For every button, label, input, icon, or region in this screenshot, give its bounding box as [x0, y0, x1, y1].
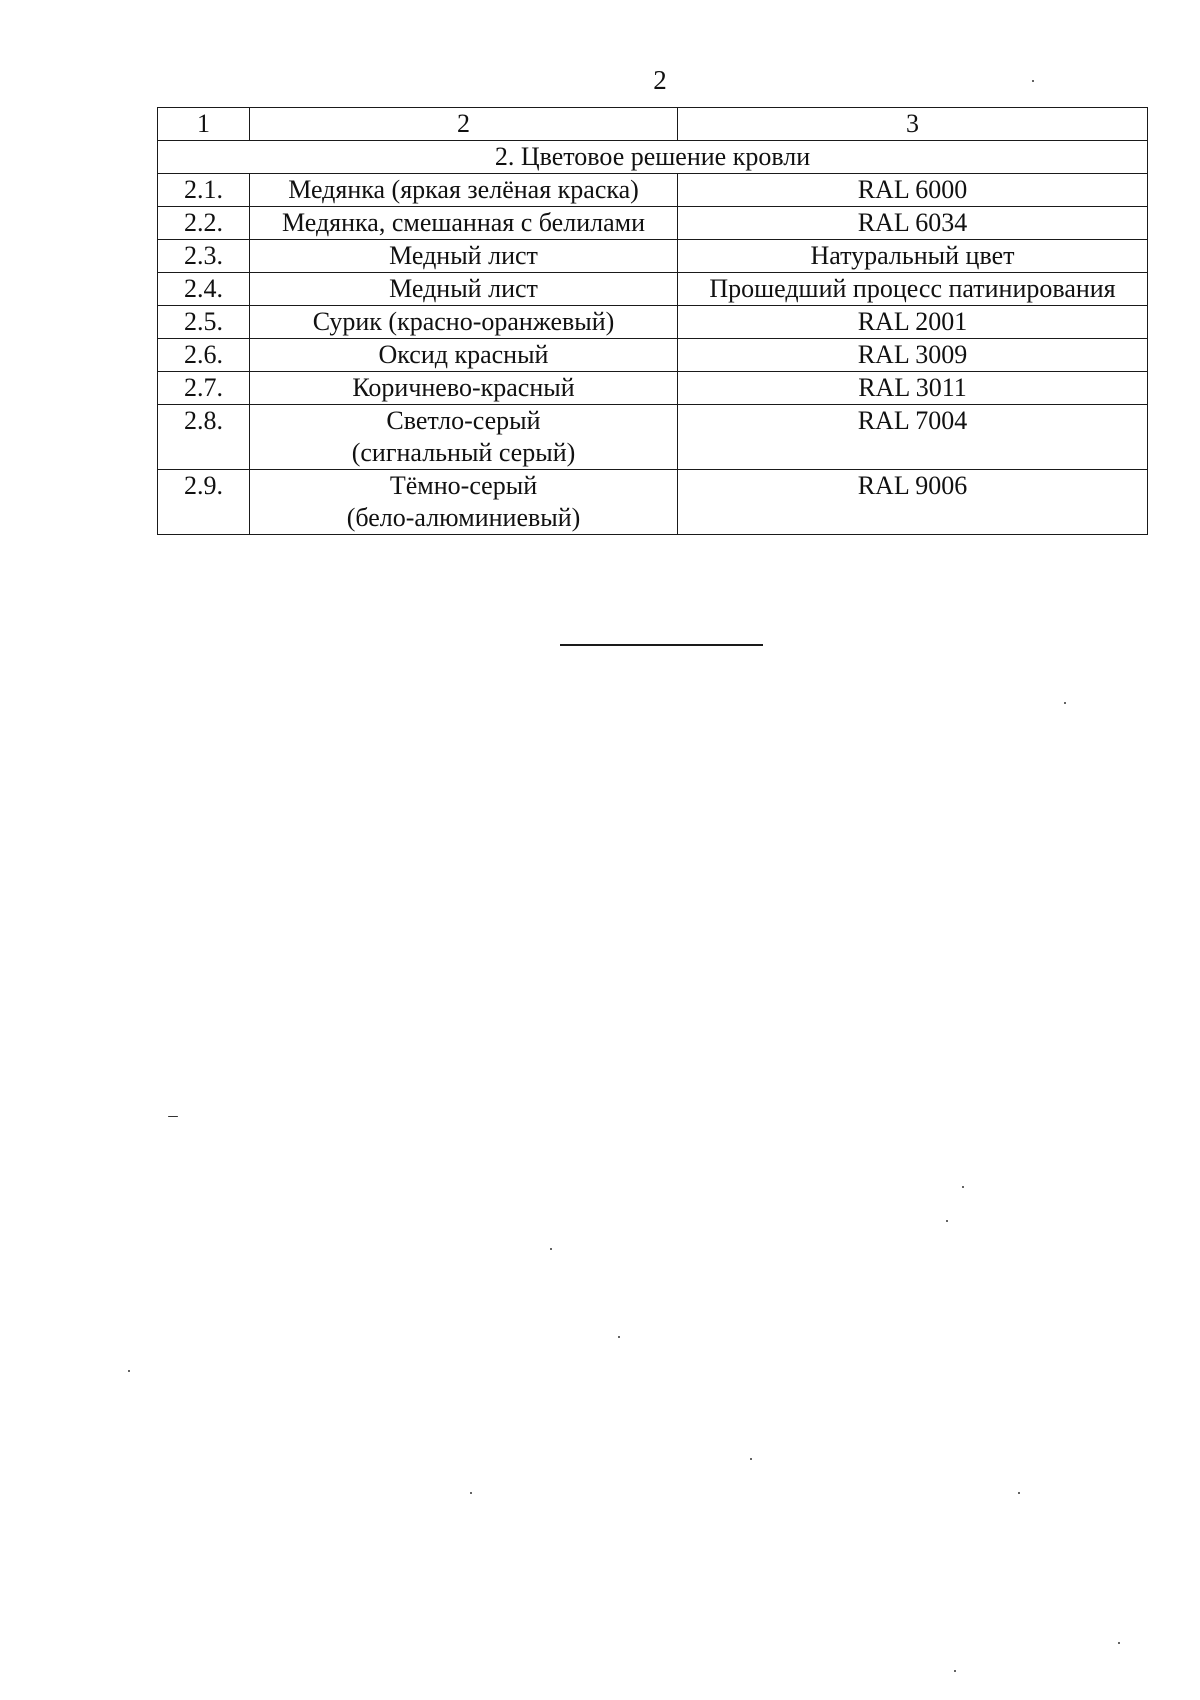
scan-speck [946, 1220, 948, 1222]
color-code: RAL 7004 [678, 405, 1148, 470]
color-name: Оксид красный [250, 339, 678, 372]
color-name: Медянка (яркая зелёная краска) [250, 174, 678, 207]
scan-speck [962, 1186, 964, 1188]
color-name [250, 405, 678, 470]
header-cell-1: 1 [158, 108, 250, 141]
color-name: Сурик (красно-оранжевый) [250, 306, 678, 339]
row-number: 2.5. [158, 306, 250, 339]
color-name: Медный лист [250, 240, 678, 273]
scan-speck [470, 1492, 472, 1494]
color-name-line: Тёмно-серый [389, 471, 538, 500]
row-number: 2.7. [158, 372, 250, 405]
scan-speck [1064, 702, 1066, 704]
color-code: RAL 6034 [678, 207, 1148, 240]
scan-speck [954, 1670, 956, 1672]
color-code: RAL 3011 [678, 372, 1148, 405]
page-number: 2 [653, 65, 667, 95]
table-row [158, 339, 1148, 372]
scan-speck [1032, 80, 1034, 82]
table-row [158, 405, 1148, 470]
color-name: Коричнево-красный [250, 372, 678, 405]
scan-speck [618, 1336, 620, 1338]
header-cell-3: 3 [678, 108, 1148, 141]
color-code: RAL 9006 [678, 470, 1148, 535]
color-name: Медянка, смешанная с белилами [250, 207, 678, 240]
table-row [158, 207, 1148, 240]
row-number: 2.6. [158, 339, 250, 372]
roof-color-table [157, 107, 1148, 535]
color-code: RAL 3009 [678, 339, 1148, 372]
row-number: 2.8. [158, 405, 250, 470]
table-row [158, 174, 1148, 207]
scan-speck [750, 1458, 752, 1460]
end-of-document-rule [560, 644, 763, 646]
row-number: 2.1. [158, 174, 250, 207]
table-row [158, 470, 1148, 535]
color-name [250, 470, 678, 535]
color-name-line: (бело-алюминиевый) [346, 503, 581, 532]
scan-speck [550, 1248, 552, 1250]
table-row [158, 273, 1148, 306]
row-number: 2.2. [158, 207, 250, 240]
color-name-line: Светло-серый [386, 406, 541, 435]
scan-speck [128, 1370, 130, 1372]
section-title: 2. Цветовое решение кровли [158, 141, 1148, 174]
row-number: 2.9. [158, 470, 250, 535]
scan-speck [1018, 1492, 1020, 1494]
table-row [158, 372, 1148, 405]
color-code: Прошедший процесс патинирования [678, 273, 1148, 306]
color-code: RAL 2001 [678, 306, 1148, 339]
color-code: Натуральный цвет [678, 240, 1148, 273]
table-row [158, 306, 1148, 339]
scan-speck [1118, 1642, 1120, 1644]
section-title-row [158, 141, 1148, 174]
row-number: 2.3. [158, 240, 250, 273]
color-name-line: (сигнальный серый) [351, 438, 576, 467]
row-number: 2.4. [158, 273, 250, 306]
color-name: Медный лист [250, 273, 678, 306]
table-row [158, 240, 1148, 273]
scan-speck [168, 1116, 178, 1117]
header-cell-2: 2 [250, 108, 678, 141]
table-header-row [158, 108, 1148, 141]
color-code: RAL 6000 [678, 174, 1148, 207]
